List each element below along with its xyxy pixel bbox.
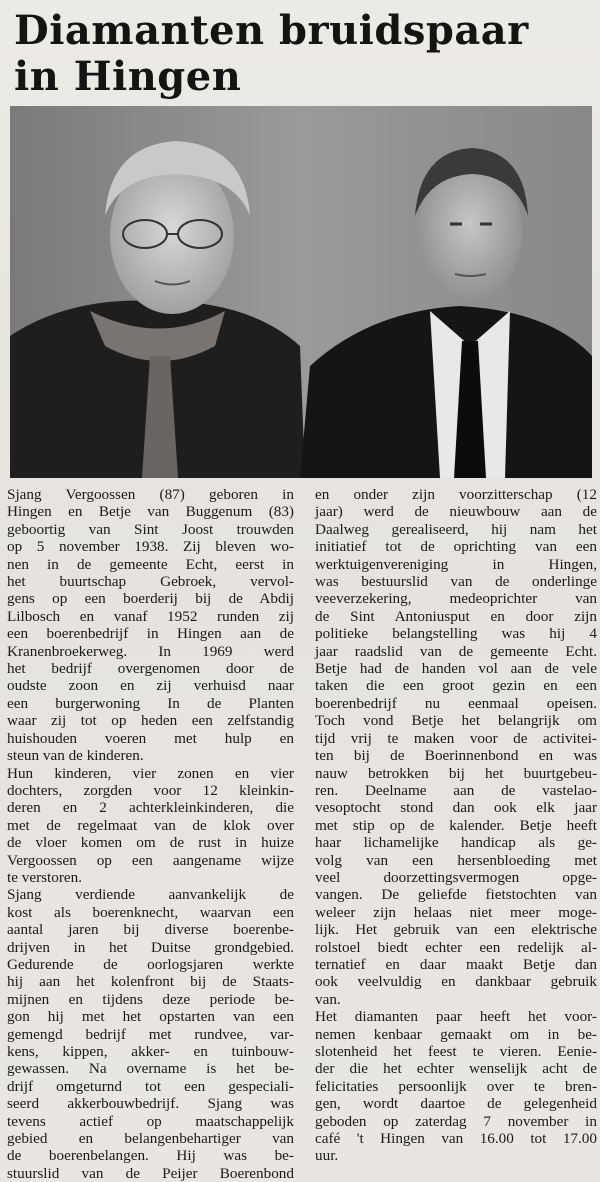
text-line: drijven in het Duitse grondgebied. [7,938,294,956]
text-line: stuurslid van de Peijer Boerenbond [7,1164,294,1182]
couple-photo [10,106,592,478]
text-line: het buurtschap Gebroek, vervol- [7,573,294,591]
text-line: ren. Deelname aan de vastelao- [315,781,597,799]
text-line: geboden op zaterdag 7 november in [315,1112,597,1130]
text-line: gewassen. Na overname is het be- [7,1060,294,1078]
headline-line-1: Diamanten bruidspaar [14,7,529,54]
text-line: der die het echter wenselijk acht de [315,1060,597,1078]
text-line: ook veelvuldig en dankbaar gebruik [315,973,597,991]
text-line: nauw betrokken bij het buurtgebeu- [315,764,597,782]
paragraph [315,1008,597,1165]
text-line: huishouden voeren met hulp en [7,729,294,747]
text-line: Het diamanten paar heeft het voor- [315,1008,597,1026]
text-line: Kranenbroekerweg. In 1969 werd [7,642,294,660]
text-line: tijd vrij te maken voor de activitei- [315,729,597,747]
text-line: initiatief tot de oprichting van een [315,538,597,556]
text-line: slotenheid het feest te vieren. Eenie- [315,1043,597,1060]
headline [14,8,584,100]
text-line: Sjang verdiende aanvankelijk de [7,886,294,904]
text-line: een burgerwoning In de Planten [7,694,294,712]
text-line: Toch vond Betje het belangrijk om [315,712,597,730]
text-line: nemen kenbaar gemaakt om in be- [315,1025,597,1043]
text-line: geboortig van Sint Joost trouwden [7,520,294,538]
text-line: uur. [315,1147,339,1165]
text-line: was bestuurslid van de onderlinge [315,573,597,591]
text-line: mijnen en tijdens deze periode be- [7,990,294,1008]
text-line: gens op een boerderij bij de Abdij [7,590,294,608]
text-line: oudste zoon en zij verhuisd naar [7,677,294,695]
text-line: gemengd bedrijf met rundvee, var- [7,1025,294,1043]
text-line: hij aan het kolenfront bij de Staats- [7,973,294,991]
text-line: Hun kinderen, vier zonen en vier [7,764,294,782]
text-line: vesoptocht stond dan ook elk jaar [315,799,597,817]
text-line: taken die een groot gezin en een [315,677,597,695]
text-line: en onder zijn voorzitterschap (12 [315,486,597,503]
text-line: vangen. De geliefde fietstochten van [315,886,597,904]
text-line: met stip op de kalender. Betje heeft [315,816,597,834]
text-line: dochters, zorgden voor 12 kleinkin- [7,781,294,799]
couple-photo-drawing [10,106,592,478]
text-line: werktuigenvereniging in Hingen, [315,555,597,573]
text-line: veeverzekering, medeoprichter van [315,590,597,608]
text-line: deren en 2 achterkleinkinderen, die [7,799,294,817]
text-line: de Sint Antoniusput en door zijn [315,607,597,625]
text-line: seerd akkerbouwbedrijf. Sjang was [7,1095,294,1113]
text-line: Daalweg gerealiseerd, hij nam het [315,520,597,538]
text-line: de vloer komen om de rust in huize [7,834,294,852]
text-line: jaar) werd de nieuwbouw aan de [315,503,597,521]
text-line: waar zij tot op heden een zelfstandig [7,712,294,730]
text-line: Vergoossen op een aangename wijze [7,851,294,869]
text-line: van. [315,990,341,1008]
text-line: kens, kippen, akker- en tuinbouw- [7,1043,294,1060]
text-line: rolstoel biedt echter een redelijk al- [315,938,597,956]
text-line: ten bij de Boerinnenbond en was [315,747,597,765]
text-line: volg van een hersenbloeding met [315,851,597,869]
text-line: Hingen en Betje van Buggenum (83) [7,503,294,521]
text-line: Sjang Vergoossen (87) geboren in [7,486,294,503]
text-line: politieke belangstelling was hij 4 [315,625,597,643]
text-line: tevens actief op maatschappelijk [7,1112,294,1130]
text-line: veel doorzettingsvermogen opge- [315,868,597,886]
text-line: te verstoren. [7,868,83,886]
paragraph [7,486,294,765]
text-line: felicitaties persoonlijk over te bren- [315,1077,597,1095]
article-column-left [7,486,294,1182]
text-line: het bedrijf overgenomen door de [7,660,294,678]
text-line: een boerenbedrijf in Hingen aan de [7,625,294,643]
text-line: weleer zijn helaas niet meer moge- [315,903,597,921]
article-column-right [315,486,597,1165]
text-line: kost als boerenknecht, waarvan een [7,903,294,921]
text-line: drijf omgeturnd tot een gespeciali- [7,1077,294,1095]
text-line: gebied en belangenbehartiger van [7,1130,294,1148]
text-line: Gedurende de oorlogsjaren werkte [7,955,294,973]
text-line: gon hij met het opstarten van een [7,1008,294,1026]
text-line: met de regelmaat van de klok over [7,816,294,834]
text-line: Lilbosch en vanaf 1952 runden zij [7,607,294,625]
text-line: boerenbedrijf nu eenmaal opeisen. [315,694,597,712]
text-line: lijk. Het gebruik van een elektrische [315,921,597,939]
paragraph [315,486,597,1008]
headline-line-2: in Hingen [14,53,242,100]
text-line: nen in de gemeente Echt, eerst in [7,555,294,573]
paragraph [7,765,294,887]
paragraph [7,886,294,1182]
text-line: ternatief en daar maakt Betje dan [315,955,597,973]
text-line: de boerenbelangen. Hij was be- [7,1147,294,1165]
text-line: steun van de kinderen. [7,747,144,765]
text-line: op 5 november 1938. Zij bleven wo- [7,538,294,556]
text-line: haar lichamelijke handicap als ge- [315,834,597,852]
text-line: aantal jaren bij diverse boerenbe- [7,921,294,939]
text-line: Betje had de handen vol aan de vele [315,660,597,678]
text-line: café 't Hingen van 16.00 tot 17.00 [315,1130,597,1148]
text-line: jaar raadslid van de gemeente Echt. [315,642,597,660]
text-line: gen, wordt daartoe de gelegenheid [315,1095,597,1113]
